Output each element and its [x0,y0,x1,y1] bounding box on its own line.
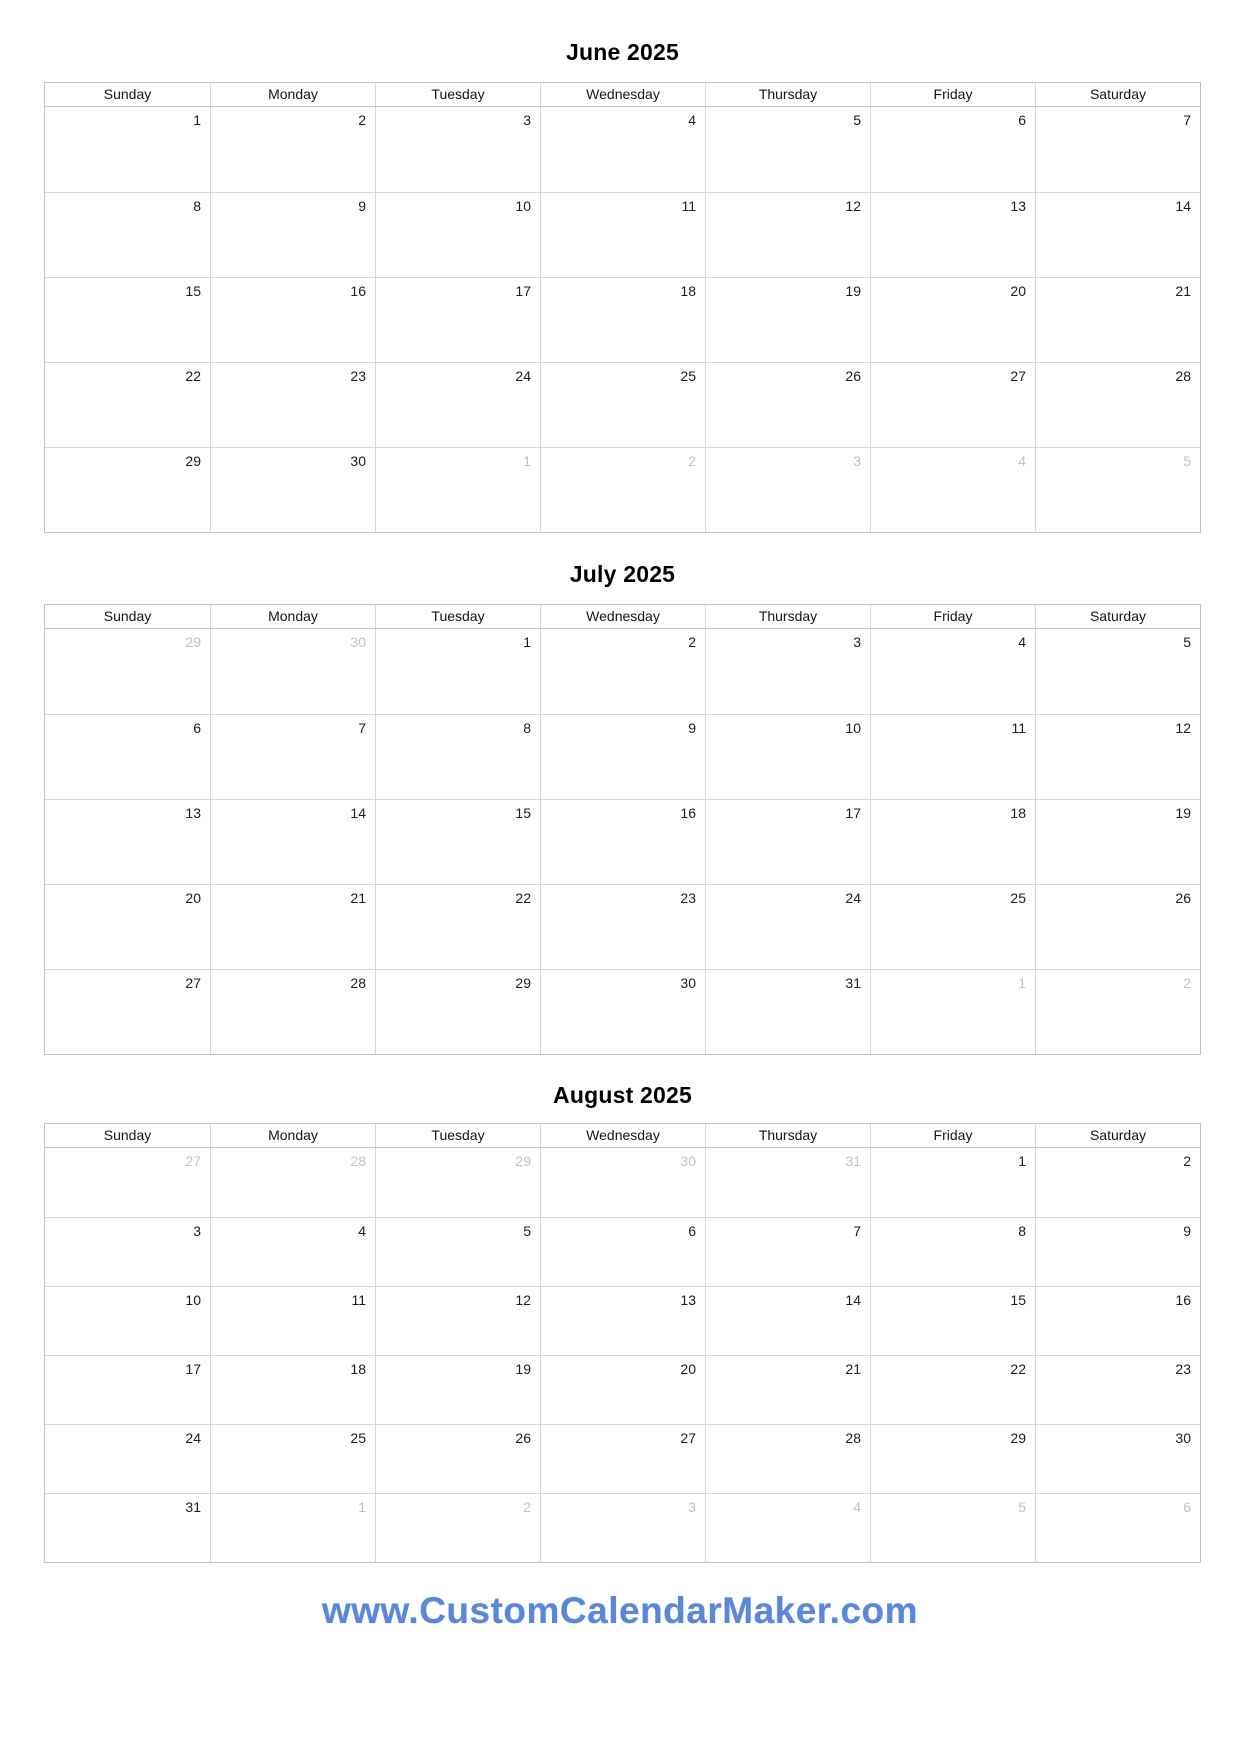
date-cell: 6 [870,107,1035,192]
date-cell: 28 [1035,363,1200,447]
date-cell: 18 [540,278,705,362]
date-cell: 3 [705,629,870,714]
week-row [45,884,1200,969]
date-cell: 19 [705,278,870,362]
date-cell: 26 [375,1425,540,1493]
weekday-header: Wednesday [540,605,705,628]
date-cell-adjacent-month: 1 [870,970,1035,1054]
week-row [45,1217,1200,1286]
date-cell: 6 [193,720,201,736]
weekday-header: Saturday [1035,605,1200,628]
date-cell: 5 [375,1218,540,1286]
month-title: August 2025 [553,1082,692,1108]
date-cell: 20 [870,278,1035,362]
date-cell: 3 [375,107,540,192]
weekday-header: Friday [870,1124,1035,1147]
weekday-header-row [45,83,1200,107]
date-cell: 22 [185,368,201,384]
date-cell: 2 [210,107,375,192]
date-cell: 20 [540,1356,705,1424]
calendar-grid [44,82,1201,533]
date-cell: 12 [1035,715,1200,799]
weekday-header: Monday [210,605,375,628]
date-cell: 24 [705,885,870,969]
weekday-header: Monday [210,1124,375,1147]
month-section-july-2025 [44,560,1201,1055]
week-row [45,714,1200,799]
date-cell: 10 [185,1292,201,1308]
date-cell: 21 [1035,278,1200,362]
date-cell: 30 [210,448,375,532]
date-cell: 27 [540,1425,705,1493]
date-cell: 29 [870,1425,1035,1493]
footer [0,1587,1240,1635]
weekday-header: Friday [870,83,1035,106]
date-cell-adjacent-month: 29 [185,634,201,650]
weekday-header: Thursday [705,1124,870,1147]
date-cell: 16 [1035,1287,1200,1355]
weeks-container [45,107,1200,532]
date-cell: 27 [185,975,201,991]
date-cell: 10 [705,715,870,799]
date-cell-adjacent-month: 6 [1035,1494,1200,1562]
date-cell: 8 [375,715,540,799]
date-cell: 2 [540,629,705,714]
date-cell: 24 [375,363,540,447]
date-cell: 12 [375,1287,540,1355]
date-cell: 30 [540,970,705,1054]
date-cell: 23 [540,885,705,969]
date-cell: 30 [1035,1425,1200,1493]
date-cell: 22 [375,885,540,969]
date-cell: 10 [375,193,540,277]
weekday-header: Thursday [705,83,870,106]
weekday-header: Sunday [103,608,152,624]
date-cell: 15 [375,800,540,884]
date-cell: 13 [185,805,201,821]
month-section-june-2025 [44,38,1201,533]
date-cell-adjacent-month: 29 [375,1148,540,1217]
date-cell-adjacent-month: 4 [705,1494,870,1562]
weekday-header: Monday [210,83,375,106]
date-cell: 8 [193,198,201,214]
date-cell: 4 [210,1218,375,1286]
weekday-header-row [45,605,1200,629]
date-cell-adjacent-month: 3 [540,1494,705,1562]
date-cell: 9 [540,715,705,799]
date-cell-adjacent-month: 5 [1035,448,1200,532]
date-cell: 8 [870,1218,1035,1286]
date-cell: 21 [705,1356,870,1424]
date-cell: 9 [1035,1218,1200,1286]
weekday-header: Tuesday [375,1124,540,1147]
month-title: June 2025 [565,39,680,65]
date-cell-adjacent-month: 30 [540,1148,705,1217]
date-cell: 24 [185,1430,201,1446]
date-cell: 3 [193,1223,201,1239]
date-cell: 29 [375,970,540,1054]
date-cell: 14 [1035,193,1200,277]
date-cell: 5 [1035,629,1200,714]
weekday-header: Tuesday [375,83,540,106]
date-cell: 7 [1035,107,1200,192]
date-cell-adjacent-month: 1 [375,448,540,532]
date-cell: 4 [870,629,1035,714]
calendar-grid [44,1123,1201,1563]
date-cell: 1 [375,629,540,714]
date-cell: 25 [870,885,1035,969]
date-cell: 28 [705,1425,870,1493]
week-row [45,1424,1200,1493]
weeks-container [45,1148,1200,1562]
date-cell-adjacent-month: 1 [210,1494,375,1562]
weekday-header: Wednesday [540,83,705,106]
date-cell: 15 [185,283,201,299]
weekday-header: Friday [870,605,1035,628]
week-row [45,107,1200,192]
date-cell: 19 [375,1356,540,1424]
weekday-header: Sunday [103,86,152,102]
date-cell-adjacent-month: 27 [185,1153,201,1169]
week-row [45,1286,1200,1355]
date-cell: 15 [870,1287,1035,1355]
date-cell: 18 [870,800,1035,884]
date-cell: 5 [705,107,870,192]
date-cell-adjacent-month: 3 [705,448,870,532]
date-cell-adjacent-month: 31 [705,1148,870,1217]
date-cell: 6 [540,1218,705,1286]
date-cell: 7 [705,1218,870,1286]
weekday-header: Wednesday [540,1124,705,1147]
date-cell: 14 [210,800,375,884]
weekday-header: Tuesday [375,605,540,628]
month-section-august-2025 [44,1081,1201,1563]
week-row [45,447,1200,532]
date-cell: 11 [870,715,1035,799]
week-row [45,1493,1200,1562]
date-cell: 4 [540,107,705,192]
week-row [45,799,1200,884]
date-cell: 14 [705,1287,870,1355]
date-cell-adjacent-month: 2 [375,1494,540,1562]
date-cell-adjacent-month: 4 [870,448,1035,532]
date-cell: 16 [210,278,375,362]
date-cell: 25 [540,363,705,447]
weekday-header: Thursday [705,605,870,628]
weekday-header-row [45,1124,1200,1148]
date-cell: 28 [210,970,375,1054]
date-cell: 7 [210,715,375,799]
date-cell: 23 [210,363,375,447]
date-cell: 13 [870,193,1035,277]
date-cell: 9 [210,193,375,277]
date-cell: 31 [185,1499,201,1515]
month-title: July 2025 [569,561,676,587]
date-cell: 17 [375,278,540,362]
date-cell: 29 [185,453,201,469]
date-cell: 20 [185,890,201,906]
date-cell: 17 [705,800,870,884]
date-cell: 27 [870,363,1035,447]
date-cell: 23 [1035,1356,1200,1424]
date-cell: 21 [210,885,375,969]
date-cell: 26 [1035,885,1200,969]
week-row [45,969,1200,1054]
date-cell-adjacent-month: 2 [1035,970,1200,1054]
week-row [45,277,1200,362]
website-logo-text: www.CustomCalendarMaker.com [321,1590,919,1631]
date-cell: 31 [705,970,870,1054]
date-cell: 1 [193,112,201,128]
date-cell: 11 [540,193,705,277]
week-row [45,1355,1200,1424]
week-row [45,1148,1200,1217]
date-cell: 26 [705,363,870,447]
date-cell: 2 [1035,1148,1200,1217]
date-cell: 16 [540,800,705,884]
date-cell-adjacent-month: 28 [210,1148,375,1217]
week-row [45,629,1200,714]
weekday-header: Sunday [103,1127,152,1143]
date-cell: 11 [210,1287,375,1355]
date-cell: 1 [870,1148,1035,1217]
weekday-header: Saturday [1035,83,1200,106]
week-row [45,192,1200,277]
date-cell: 17 [185,1361,201,1377]
date-cell: 19 [1035,800,1200,884]
week-row [45,362,1200,447]
date-cell-adjacent-month: 5 [870,1494,1035,1562]
date-cell: 22 [870,1356,1035,1424]
date-cell: 18 [210,1356,375,1424]
date-cell: 12 [705,193,870,277]
date-cell-adjacent-month: 2 [540,448,705,532]
weekday-header: Saturday [1035,1124,1200,1147]
date-cell-adjacent-month: 30 [210,629,375,714]
date-cell: 13 [540,1287,705,1355]
weeks-container [45,629,1200,1054]
date-cell: 25 [210,1425,375,1493]
calendar-grid [44,604,1201,1055]
